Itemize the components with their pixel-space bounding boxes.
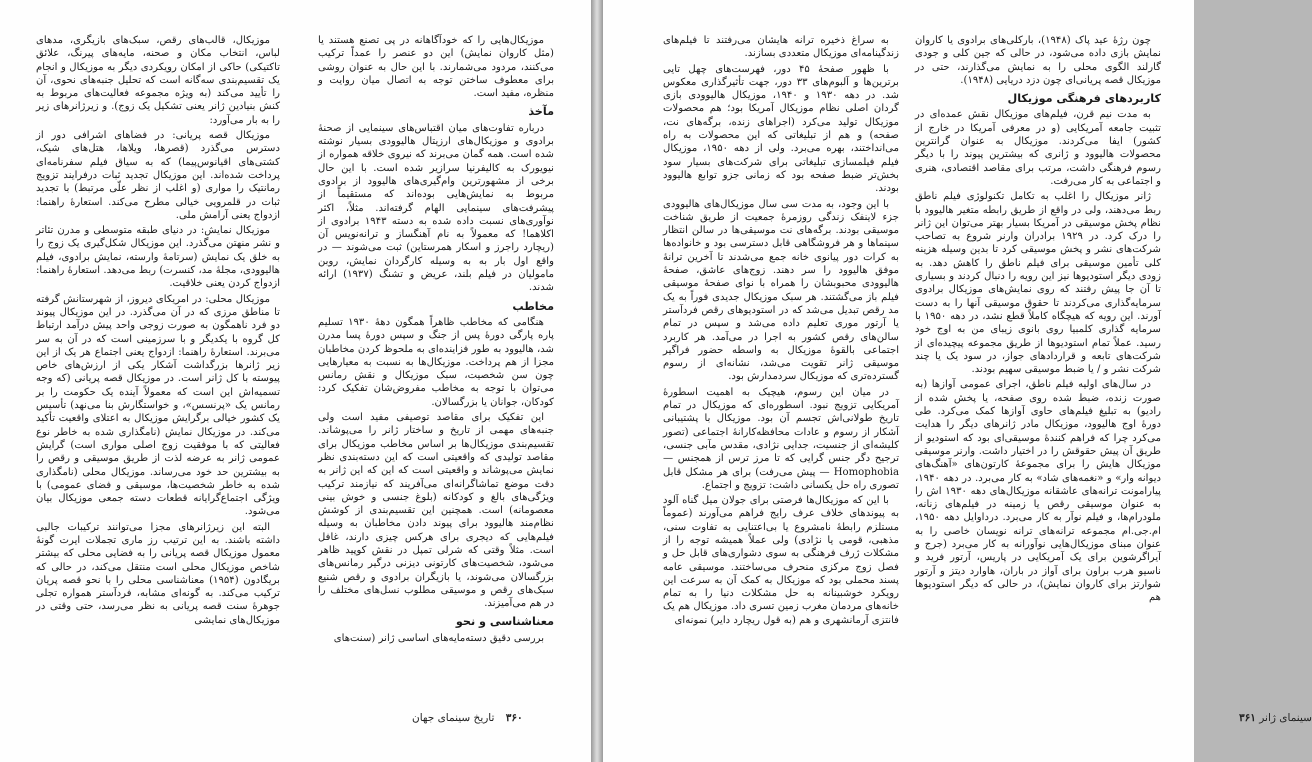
page-number: ۳۶۰ bbox=[505, 712, 523, 724]
paragraph: با این که موزیکال‌ها فرصتی برای جولان میل گناه آلود به پیوندهای خلاف عرف رایج فراهم می‌آورند (عموماً مستلزم رابطهٔ نامشروع یا بی‌اعتنایی به تفاوت سنی، مذهبی، قومی یا نژادی) ولی عملاً همیشه توجه را از مشکلات ژرف فرهنگی به سوی دشواری‌های قابل حل و فصل زوج مرکزی منحرف می‌ساختند. موسیقی عامه پسند محملی بود که موزیکال به کمک آن به سرعت این رویکرد خوشبینانه به حل مشکلات دنیا را به تمام خانه‌های مردمان مغرب زمین تسری داد. موزیکال هم یک فانتزی آرمانشهری و هم (به قول ریچارد دایر) نمونه‌ای bbox=[663, 495, 899, 626]
left-page bbox=[0, 0, 591, 762]
paragraph: درباره تفاوت‌های میان اقتباس‌های سینمایی از صحنهٔ برادوی و موزیکال‌های ارزیتال هالیوودی بسیار نوشته شده است. همه گمان می‌برند که نیروی خلاقه همواره از نیویورک به کالیفرنیا سرازیر شده است. با این حال برخی از مشهورترین وام‌گیری‌های هالیوود از برادوی مربوط به نمایش‌هایی بوده‌اند که مستقیماً از پیشرفت‌های سینمایی الهام گرفته‌اند. مثلاً، اکثر نوآوری‌های نسبت داده شده به دسته ۱۹۴۳ برادوی از اکلاهما! که معمولاً به نام آهنگساز و ترانه‌نویس آن (ریچارد راجرز و اسکار همرستاین) ثبت می‌شوند — در واقع اول بار به به وسیله کارگردان نمایش، روبن مامولیان در فیلم بلند، عریض و تشنگ (۱۹۳۷) ارائه شدند. bbox=[318, 122, 554, 294]
section-heading: معناشناسی و نحو bbox=[455, 615, 554, 629]
paragraph: ژانر موزیکال را اغلب به تکامل تکنولوژی فیلم ناطق ربط می‌دهند، ولی در واقع از طریق رابطه متغیر هالیوود با نظام پخش موسیقی در آمریکا بسیار بهتر می‌توان این ژانر را درک کرد. در ۱۹۲۹ برادران وارنر شروع به تصاحب شرکت‌های نشر و پخش موسیقی کرد تا بدین وسیله هزینه کلی تأمین موسیقی برای فیلم ناطق را کاهش دهد. به زودی دیگر استودیوها نیز این رویه را دنبال کردند و بسیاری تا آن جا پیش رفتند که روی نمایش‌های موزیکال برادوی سرمایه‌گذاری می‌کردند تا حقوق موسیقی آنها را به دست آورند. این رویه که هیچگاه کاملاً قطع نشد، در دهه ۱۹۵۰ با سرمایه گذاری کلمبیا روی بانوی زیبای من به اوج خود رسید. عملاً تمام استودیوها از طریق مجموعه پیچیده‌ای از شرکت‌های تابعه و قراردادهای جواز، در سود یک یا چند شرکت نشر و / یا ضبط موسیقی سهیم بودند. bbox=[915, 191, 1161, 376]
paragraph: به سراغ ذخیره ترانه هایشان می‌رفتند تا فیلم‌های زندگینامه‌ای موزیکال متعددی بسازند. bbox=[663, 35, 899, 60]
right-page-column-right bbox=[915, 34, 1161, 694]
paragraph: به مدت نیم قرن، فیلم‌های موزیکال نقش عمده‌ای در تثبیت جامعه آمریکایی (و در معرفی آمریکا در خارج از کشور) ایفا می‌کردند. موزیکال به عنوان گرانترین محصولات هالیوود و ژانری که بیشترین پیوند را با دیگر رسوم فرهنگی داشت، مرتب برای مقاصد اقتصادی، هنری و اجتماعی به کار می‌رفت. bbox=[915, 109, 1161, 187]
paragraph-group bbox=[36, 34, 280, 627]
paragraph-group bbox=[318, 34, 554, 100]
paragraph-group bbox=[318, 632, 554, 645]
left-page-column-left bbox=[36, 34, 280, 694]
paragraph-group bbox=[663, 34, 899, 627]
paragraph: این تفکیک برای مقاصد توصیفی مفید است ولی جنبه‌های مهمی از تاریخ و ساختار ژانر را می‌پوشاند. تقسیم‌بندی موزیکال‌ها بر اساس مخاطب موزیکال برای مقاصد تولیدی که واقعیتی است که این دسته‌بندی نظر نمایش می‌پوشاند و واقعیتی است که این که این ژانر به دقت موضع تماشاگرانه‌ای می‌آفریند که نیازمند ترکیب ویژگی‌های بالغ و کودکانه (بلوغ جنسی و خوش بینی معصومانه) است. همچنین این تقسیم‌بندی از کوشش نظام‌مند هالیوود برای پیوند دادن مخاطبان به وسیله فیلم‌هایی که دیجری برای هرکس چیزی دارند، غافل است. مثلاً وقتی که شرلی تمپل در نقش کوپید ظاهر می‌شود، شخصیت‌های کارتونی دیزنی درگیر رمانس‌های بزرگسالان می‌شوند، یا بازیگران برادوی و رقص شنیع سبک‌های رقص و موسیقی مطلوب نسل‌های مختلف را در هم می‌آمیزند. bbox=[318, 412, 554, 610]
right-page-column-left bbox=[663, 34, 899, 694]
paragraph: چون رژهٔ عید پاک (۱۹۴۸)، بارکلی‌های برادوی یا کاروان نمایش بازی داده می‌شود، در حالی که جین کلی و جودی گارلند الگوی محلی را به نمایش می‌گذارند، حتی در موزیکال قصه پریانی‌ای چون دزد دریایی (۱۹۴۸). bbox=[915, 35, 1161, 86]
running-title: سینمای ژانر bbox=[1259, 712, 1312, 724]
paragraph: موزیکال، قالب‌های رقص، سبک‌های بازیگری، مدهای لباس، انتخاب مکان و صحنه، مایه‌های پیرنگ، علائق تاکتیکی) حاکی از امکان رویکردی دیگر به موزیکال و انجام یک تقسیم‌بندی سه‌گانه است که تحلیل جنبه‌های نحوی، آن را تأیید می‌کند (به ویژه مجموعه فعالیت‌های مربوط به کنش بنیادین ژانر یعنی تشکیل یک زوج). و زیرژانرهای زیر را به بار می‌آورد: bbox=[36, 35, 280, 126]
paragraph: موزیکال قصه پریانی: در فضاهای اشرافی دور از دسترس می‌گذرد (قصرها، ویلاها، هتل‌های شیک، کشتی‌های اقیانوس‌پیما) که به سیاق فیلم سفرنامه‌ای پرداخت شده‌اند. این موزیکال تجدید ثبات درفرایند تزویج رمانتیک را مواری (و اغلب از نظر علّی مرتبط) با تجدید ثبات در قلمرویی خیالی مطرح می‌کند. استعارهٔ راهنما: ازدواج یعنی آرامش ملی. bbox=[36, 130, 280, 221]
right-page bbox=[603, 0, 1312, 762]
paragraph: هنگامی که مخاطب ظاهراً همگون دههٔ ۱۹۳۰ تسلیم پاره پارگی دورهٔ پس از جنگ و سپس دورهٔ پسا مدرن شد، هالیوود به طور فزاینده‌ای به ملحوظ کردن مخاطبان مجزا از هم پرداخت. موزیکال‌ها به نسبت به معیارهایی چون سن شخصیت، سبک موزیکال و نقش رمانس می‌توان با توجه به مخاطب مفروض‌شان تفکیک کرد: کودکان، جوانان یا بزرگسالان. bbox=[318, 316, 554, 408]
paragraph: با این وجود، به مدت سی سال موزیکال‌های هالیوودی جزء لاینفک زندگی روزمرهٔ جمعیت از طریق شناخت موسیقی بودند. برگه‌های نت موسیقی‌ها در سالن انتظار سینماها و هر فروشگاهی قابل دسترسی بود و خانواده‌ها به کرات دور پیانوی خانه جمع می‌شدند تا آخرین ترانهٔ موفق هالیوود را سر دهند. زوج‌های عاشق، صفحهٔ هالیوودی محبوبشان را همراه با نوای صفحهٔ موسیقی فیلم باز می‌گشتند. هر سبک موزیکال جدیدی فوراً به یک مد رقص تبدیل می‌شد که در استودیوهای رقص فردآستر یا آرتور موری تعلیم داده می‌شد و سپس در تمام سالن‌های رقص کشور به اجرا در می‌آمد. هر کاربرد اجتماعی بالقوهٔ موزیکال به واسطه حضور فراگیر موسیقی ژانر تقویت می‌شد، نشانه‌ای از رسوم گسترده‌تری که موزیکال سردمدارش بود. bbox=[663, 198, 899, 383]
page-number: ۳۶۱ bbox=[1239, 712, 1256, 724]
paragraph: در سال‌های اولیه فیلم ناطق، اجرای عمومی آوازها (به صورت زنده، ضبط شده روی صفحه، یا پخش شده از رادیو) به تبلیغ فیلم‌های حاوی آوازها کمک می‌کرد. طی دورهٔ اوج هالیوود، موزیکال مادر ژانرهای دیگر را هدایت می‌کرد چرا که فراهم کنندهٔ موسیقی‌ای بود که استودیو از طریق آن پیش حقوقش را در اختیار داشت. وارنر موسیقی موزیکال هایش را برای مجموعهٔ کارتون‌های «آهنگ‌های دیوانه وار» و «نغمه‌های شاد» به کار می‌برد. در دهه ۱۹۴۰، پیارامونت ترانه‌های عاشقانه موزیکال‌های دهه ۱۹۳۰ اش را به عنوان موسیقی رقص یا زمینه در فیلم‌های زنانه، ملودرام‌ها، و فیلم نوآر به کار می‌برد. درداوایل دهه ۱۹۵۰، ام.جی.ام مجموعه ترانه‌های ترانه نویسان خاصی را به عنوان مبنای موزیکال‌هایی نوآورانه به کار می‌برد (جرج و آیراگرشوین برای یک آمریکایی در پاریس، آرتور فرید و ناسیو هرب براون برای آواز در باران، هاوارد دیتز و آرتور شوارتز برای کاروان نمایش)، در حالی که دیگر استودیوها هم bbox=[915, 379, 1161, 604]
paragraph-group bbox=[318, 316, 554, 611]
running-title: تاریخ سینمای جهان bbox=[412, 712, 495, 724]
paragraph-group bbox=[915, 34, 1161, 87]
section-heading: کاربردهای فرهنگی موزیکال bbox=[1007, 92, 1161, 106]
paragraph-group bbox=[915, 108, 1161, 604]
section-heading: مآخذ bbox=[528, 105, 554, 119]
paragraph: البته این زیرژانرهای مجزا می‌توانند ترکیبات جالبی داشته باشند. به این ترتیب رز ماری تجملات ایرت گونهٔ معمول موزیکال قصه پریانی را به فضایی محلی که بیشتر شاخص موزیکال محلی است منتقل می‌کند، در حالی که بریگادون (۱۹۵۴) معناشناسی محلی را با نحو قصه پریان ترکیب می‌کند. به گونه‌ای مشابه، فردآستر همواره تجلی جوهرهٔ سنت قصه پریانی به نظر می‌رسد، حتی وقتی در موزیکال‌های نمایشی bbox=[36, 521, 280, 626]
left-page-column-right bbox=[318, 34, 554, 694]
paragraph: موزیکال محلی: در امریکای دیروز، از شهرستانش گرفته تا مناطق مرزی که در آن می‌گذرد. در این موزیکال پیوند دو فرد ناهمگون به صورت زوجی واحد پیش درآمد ارتباط کل گروه با یکدیگر و با سرزمینی است که در آن به سر می‌برند. استعارهٔ راهنما: ازدواج یعنی اجتماع هر یک از این زیر ژانرها بزرگداشت آشکار یکی از ارزش‌های خاص پیوسته با کل ژانر است. در موزیکال قصه پریانی (که وجه تسمیه‌اش این است که معمولاً آینده یک حکومت را بر رمانس یک «پرنسس»، و خواستگارش بنا می‌نهد) تأسیس یک کشور خیالی برگرایش موزیکال به اعتلای واقعیت تأکید می‌کند. در موزیکال نمایش (نامگذاری شده به خاطر نوع فعالیتی که با موفقیت زوج اصلی مواری است) گرایش عمومی ژانر به عرضه لذت از طریق موسیقی و رقص را به بیشترین حد خود می‌رساند. موزیکال محلی (نامگذاری شده به خاطر شخصیت‌ها، موسیقی و فضای عمومی) با ویژگی اجتماع‌گرایانه قطعات دسته جمعی موزیکال بیان می‌شود. bbox=[36, 293, 280, 518]
paragraph: در میان این رسوم، هیچیک به اهمیت اسطورهٔ آمریکایی تزویج نبود. اسطوره‌ای که موزیکال در تمام تاریخ طولانی‌اش تجسم آن بود. موزیکال با پشتیبانی آشکار از رسوم و عادات محافظه‌کارانهٔ اجتماعی (تصور کلیشه‌ای از جنسیت، جدایی نژادی، مقدس مآبی جنسی، ترجیح دگر جنس گرایی که تا مرز ترس از همجنس — Homophobia — پیش می‌رفت) برای هر مشکل قابل تصوری راه حل یکسانی داشت: تزویج و اجتماع. bbox=[663, 386, 899, 491]
page-footer bbox=[412, 712, 523, 724]
book-gutter bbox=[591, 0, 603, 762]
section-heading: مخاطب bbox=[512, 299, 554, 313]
paragraph-group bbox=[318, 122, 554, 295]
page-footer bbox=[1231, 712, 1312, 724]
paragraph: موزیکال نمایش: در دنیای طبقه متوسطی و مدرن تئاتر و نشر منهتن می‌گذرد. این موزیکال شکل‌گیری یک زوج را به خلق یک نمایش (سرتامهٔ وارسته، نمایش برادوی، فیلم هالیوودی، مجلهٔ مد، کنسرت) ربط می‌دهد. استعارهٔ راهنما: ازدواج کردن یعنی خلاقیت. bbox=[36, 225, 280, 290]
paragraph: بررسی دقیق دسته‌مایه‌های اساسی ژانر (سنت‌های bbox=[333, 632, 544, 644]
paragraph: موزیکال‌هایی را که خودآگاهانه در پی تصنع هستند یا (مثل کاروان نمایش) این دو عنصر را عمداً ترکیب می‌کنند، مردود می‌شمارند. با این حال به عنوان روشی برای معطوف ساختن توجه به اتصال میان روایت و منظره، مفید است. bbox=[318, 35, 554, 100]
paragraph: با ظهور صفحهٔ ۴۵ دور، فهرست‌های چهل تایی برترین‌ها و آلبوم‌های ۳۳ دور، جهت تأثیرگذاری معکوس شد. در دهه ۱۹۳۰ و ۱۹۴۰، موزیکال هالیوودی بازی گردان اصلی نظام موزیکال آمریکا بود؛ هم محصولات موزیکال تولید می‌کرد (اجراهای زنده، برگه‌های نت، صفحه) و هم از تبلیغاتی که این محصولات به راه می‌انداختند، بهره می‌برد. ولی از دهه ۱۹۵۰، موزیکال فیلم فیلمسازی تبلیغاتی برای شرکت‌های بسیار سود بخش‌تر ضبط صفحه بود که زمانی جزو توابع هالیوود بودند. bbox=[663, 63, 899, 195]
